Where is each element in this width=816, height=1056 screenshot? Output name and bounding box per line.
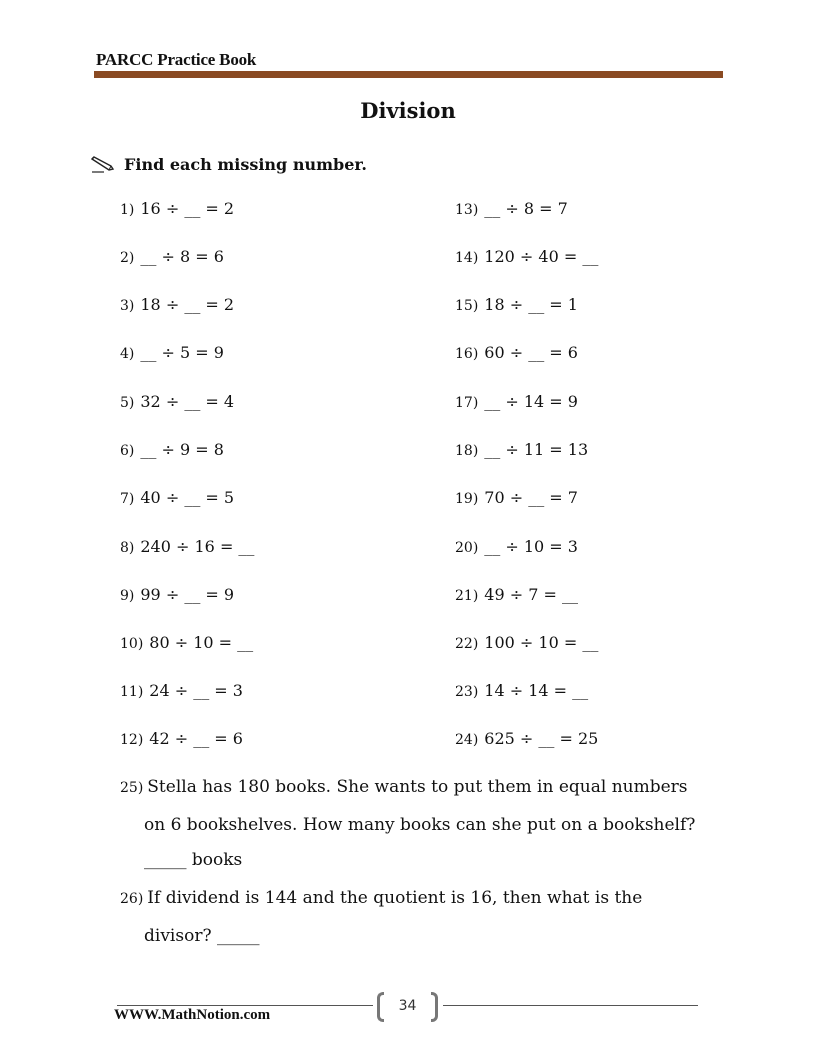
problem-number: 12) [120,732,144,748]
problem-6 [120,440,224,461]
problem-expression: 42 ÷ __ = 6 [149,729,243,748]
word-problem-line: divisor? _____ [144,926,260,946]
problem-expression: __ ÷ 8 = 7 [484,199,568,218]
problem-number: 13) [455,202,479,218]
problem-number: 19) [455,491,479,507]
page-number-bracket-right [431,992,438,1022]
problem-17 [455,392,578,413]
problem-3 [120,295,234,316]
problem-21 [455,585,578,606]
problem-2 [120,247,224,268]
problem-expression: __ ÷ 11 = 13 [484,440,589,459]
page-title: Division [360,98,456,123]
problem-expression: 18 ÷ __ = 1 [484,295,578,314]
problem-expression: 70 ÷ __ = 7 [484,488,578,507]
problem-expression: 49 ÷ 7 = __ [484,585,578,604]
footer-rule-right [443,1005,698,1006]
problem-number: 7) [120,491,135,507]
instruction-text: Find each missing number. [124,155,367,174]
word-problem-line: on 6 bookshelves. How many books can she put on a bookshelf? [144,815,696,835]
problem-number: 3) [120,298,135,314]
problem-number: 25) [120,780,144,796]
problem-expression: 240 ÷ 16 = __ [140,537,255,556]
pencil-icon [90,156,116,174]
problem-number: 17) [455,395,479,411]
problem-7 [120,488,234,509]
problem-number: 6) [120,443,135,459]
header-title: PARCC Practice Book [96,50,257,69]
problem-expression: __ ÷ 14 = 9 [484,392,578,411]
word-problem-line: If dividend is 144 and the quotient is 16, then what is the [147,888,643,908]
problem-number: 24) [455,732,479,748]
problem-20 [455,537,578,558]
problem-number: 4) [120,346,135,362]
problem-number: 10) [120,636,144,652]
problem-18 [455,440,588,461]
problem-4 [120,343,224,364]
problem-number: 23) [455,684,479,700]
problem-number: 5) [120,395,135,411]
problem-expression: __ ÷ 8 = 6 [140,247,224,266]
problem-number: 21) [455,588,479,604]
problem-12 [120,729,243,750]
problem-expression: 60 ÷ __ = 6 [484,343,578,362]
problem-expression: 80 ÷ 10 = __ [149,633,254,652]
problem-11 [120,681,243,702]
problem-number: 20) [455,540,479,556]
problem-number: 22) [455,636,479,652]
problem-15 [455,295,578,316]
problem-expression: __ ÷ 9 = 8 [140,440,224,459]
page-number-bracket-left [377,992,384,1022]
word-problem-25 [120,769,695,876]
word-problem-26 [120,880,642,955]
problem-number: 14) [455,250,479,266]
problem-expression: 120 ÷ 40 = __ [484,247,599,266]
problem-number: 9) [120,588,135,604]
problem-expression: 16 ÷ __ = 2 [140,199,235,218]
problem-expression: __ ÷ 10 = 3 [484,537,578,556]
problem-23 [455,681,588,702]
problem-5 [120,392,234,413]
problem-number: 8) [120,540,135,556]
problem-number: 11) [120,684,144,700]
word-problem-line: Stella has 180 books. She wants to put them in equal numbers [147,777,688,797]
problem-number: 1) [120,202,135,218]
problem-24 [455,729,598,750]
page-number: 34 [398,998,417,1014]
instruction [90,155,367,174]
problem-number: 16) [455,346,479,362]
problem-22 [455,633,598,654]
problem-expression: 14 ÷ 14 = __ [484,681,589,700]
problem-expression: 32 ÷ __ = 4 [140,392,235,411]
problem-expression: __ ÷ 5 = 9 [140,343,224,362]
problem-13 [455,199,568,220]
problem-9 [120,585,234,606]
problem-number: 18) [455,443,479,459]
problem-expression: 24 ÷ __ = 3 [149,681,243,700]
problem-number: 15) [455,298,479,314]
problem-expression: 625 ÷ __ = 25 [484,729,599,748]
problem-expression: 100 ÷ 10 = __ [484,633,599,652]
problem-16 [455,343,578,364]
footer-rule-left [117,1005,373,1006]
word-problem-answer-line: _____ books [144,850,243,870]
problem-number: 26) [120,891,144,907]
footer-website: WWW.MathNotion.com [114,1007,271,1023]
problem-expression: 99 ÷ __ = 9 [140,585,235,604]
problem-19 [455,488,578,509]
problem-10 [120,633,253,654]
problem-1 [120,199,234,220]
problem-expression: 18 ÷ __ = 2 [140,295,235,314]
problem-expression: 40 ÷ __ = 5 [140,488,235,507]
problem-8 [120,537,254,558]
problem-14 [455,247,598,268]
header-rule [94,71,723,78]
problem-number: 2) [120,250,135,266]
